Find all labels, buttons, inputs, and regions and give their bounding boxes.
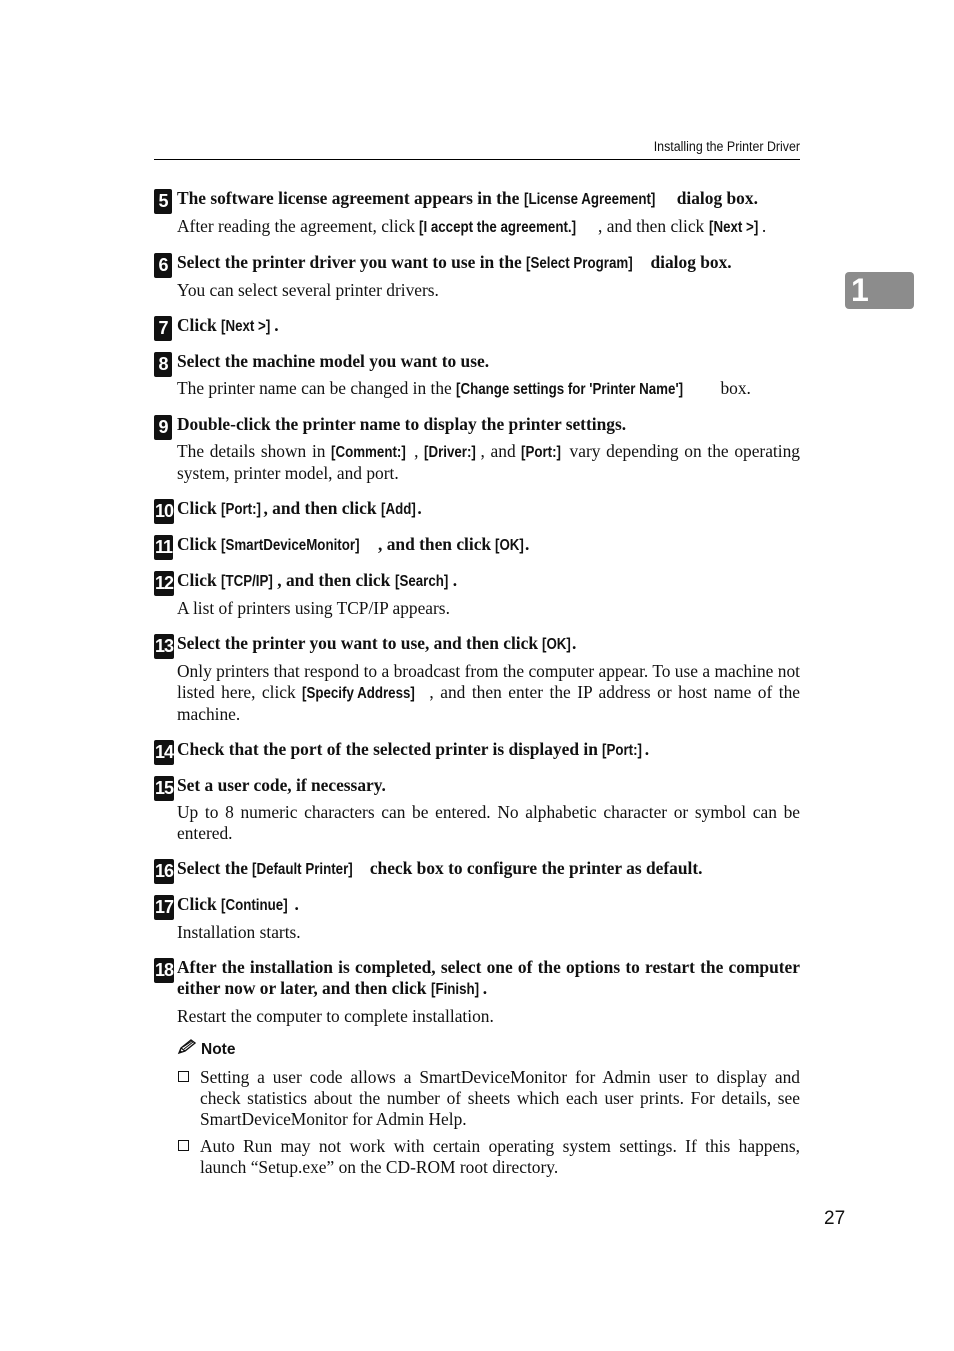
step-number: 14	[154, 740, 174, 765]
ui-label: [Search]	[394, 573, 449, 590]
step-title	[177, 188, 800, 210]
desc-text: The details shown in	[177, 441, 332, 461]
step-description	[177, 441, 800, 484]
step-title	[177, 570, 800, 592]
page-number: 27	[824, 1208, 846, 1229]
step-17	[154, 894, 800, 943]
step-number: 9	[154, 415, 172, 440]
ui-label: [OK]	[495, 537, 525, 554]
step-title	[177, 858, 800, 880]
title-text: Select the	[177, 858, 253, 878]
title-text: Select the printer driver you want to use in the	[177, 252, 527, 272]
desc-text: After reading the agreement, click	[177, 216, 420, 236]
ui-label: [Port:]	[602, 742, 643, 759]
step-number: 11	[154, 535, 173, 560]
desc-text: Only printers that respond to a broadcast from the computer appear. To use a machine not listed here, click	[177, 661, 800, 702]
step-description	[177, 216, 800, 238]
title-text: .	[274, 315, 279, 335]
ui-label: [Default Printer]	[252, 861, 354, 878]
step-13	[154, 633, 800, 725]
header-title: Installing the Printer Driver	[653, 139, 800, 154]
step-description	[177, 378, 800, 400]
running-header	[154, 139, 800, 160]
step-description: Up to 8 numeric characters can be entered. No alphabetic character or symbol can be entered.	[177, 802, 800, 843]
step-title	[177, 252, 800, 274]
note-heading	[177, 1039, 800, 1061]
title-text: dialog box.	[672, 188, 758, 208]
step-title	[177, 534, 800, 556]
step-description	[177, 661, 800, 725]
ui-label: [SmartDeviceMonitor]	[220, 537, 360, 554]
step-title	[177, 633, 800, 655]
title-text: , and then click	[378, 534, 496, 554]
step-number: 8	[154, 352, 172, 377]
ui-label: [Add]	[380, 501, 416, 518]
ui-label: [TCP/IP]	[220, 573, 273, 590]
step-7	[154, 315, 800, 337]
title-text: check box to configure the printer as default.	[365, 858, 703, 878]
step-title: Double-click the printer name to display the printer settings.	[177, 414, 627, 434]
ui-label: [Select Program]	[526, 255, 633, 272]
title-text: .	[294, 894, 299, 914]
title-text: The software license agreement appears in the	[177, 188, 524, 208]
ui-label: [Comment:]	[331, 444, 406, 461]
ui-label: [Port:]	[521, 444, 562, 461]
step-6	[154, 252, 800, 301]
step-description: Restart the computer to complete installation.	[177, 1006, 494, 1026]
ui-label: [Next >]	[220, 318, 271, 335]
title-text: Click	[177, 570, 221, 590]
step-description: A list of printers using TCP/IP appears.	[177, 598, 450, 618]
title-text: Click	[177, 894, 221, 914]
step-title	[177, 894, 800, 916]
step-title	[177, 957, 800, 1000]
title-text: , and then click	[263, 498, 381, 518]
title-text: Click	[177, 315, 221, 335]
ui-label: [I accept the agreement.]	[419, 219, 577, 236]
desc-text: The printer name can be changed in the	[177, 378, 457, 398]
step-number: 16	[154, 859, 174, 884]
step-12	[154, 570, 800, 619]
step-number: 15	[154, 776, 174, 801]
note-label: Note	[201, 1041, 236, 1058]
step-number: 5	[154, 189, 172, 214]
desc-text: .	[761, 216, 767, 236]
title-text: Select the printer you want to use, and then click	[177, 633, 543, 653]
desc-text: ,	[414, 441, 425, 461]
step-11	[154, 534, 800, 556]
step-14	[154, 739, 800, 761]
title-text: Check that the port of the selected printer is displayed in	[177, 739, 603, 759]
step-18	[154, 957, 800, 1027]
desc-text: vary depending on the operating system, printer model, and port.	[177, 441, 800, 483]
step-8	[154, 351, 800, 400]
desc-text: , and	[480, 441, 522, 461]
step-number: 17	[154, 895, 174, 920]
desc-text: , and then click	[598, 216, 709, 236]
title-text: .	[571, 633, 577, 653]
step-title: Select the machine model you want to use.	[177, 351, 490, 371]
title-text: .	[417, 498, 422, 518]
pencil-icon	[177, 1039, 197, 1061]
title-text: .	[482, 978, 488, 998]
ui-label: [Next >]	[708, 219, 758, 236]
ui-label: [OK]	[542, 636, 572, 653]
checkbox-bullet-icon	[178, 1071, 189, 1082]
title-text: .	[525, 534, 530, 554]
ui-label: [Change settings for 'Printer Name']	[456, 381, 684, 398]
ui-label: [Continue]	[220, 897, 288, 914]
title-text: Click	[177, 498, 221, 518]
step-9	[154, 414, 800, 484]
step-description: You can select several printer drivers.	[177, 280, 439, 300]
step-number: 10	[154, 499, 174, 524]
note-item	[177, 1136, 800, 1178]
steps-list	[154, 188, 800, 1178]
note-item	[177, 1067, 800, 1130]
title-text: dialog box.	[646, 252, 732, 272]
step-title: Set a user code, if necessary.	[177, 775, 386, 795]
title-text: .	[644, 739, 650, 759]
step-number: 6	[154, 253, 172, 278]
desc-text: box.	[716, 378, 751, 398]
title-text: , and then click	[277, 570, 395, 590]
ui-label: [Specify Address]	[302, 685, 416, 702]
chapter-tab: 1	[845, 272, 914, 309]
ui-label: [Port:]	[220, 501, 261, 518]
title-text: .	[452, 570, 458, 590]
step-title	[177, 739, 800, 761]
checkbox-bullet-icon	[178, 1140, 189, 1151]
note-text: Setting a user code allows a SmartDeviceMonitor for Admin user to display and check statistics about the number of sheets which each user prints. For details, see SmartDeviceMonitor for Admin Help.	[200, 1067, 800, 1129]
step-number: 18	[154, 958, 174, 983]
step-number: 13	[154, 634, 174, 659]
ui-label: [Finish]	[430, 981, 479, 998]
note-text: Auto Run may not work with certain operating system settings. If this happens, launch “Setup.exe” on the CD-ROM root directory.	[200, 1136, 800, 1177]
ui-label: [License Agreement]	[523, 191, 656, 208]
step-title	[177, 315, 800, 337]
step-16	[154, 858, 800, 880]
step-number: 7	[154, 316, 172, 341]
step-number: 12	[154, 571, 174, 596]
ui-label: [Driver:]	[424, 444, 477, 461]
title-text: After the installation is completed, select one of the options to restart the computer either now or later, and then click	[177, 957, 800, 998]
title-text: Click	[177, 534, 221, 554]
desc-text: , and then enter the IP address or host name of the machine.	[177, 682, 800, 724]
step-10	[154, 498, 800, 520]
note-section	[177, 1039, 800, 1178]
step-title	[177, 498, 800, 520]
step-5	[154, 188, 800, 238]
step-description: Installation starts.	[177, 922, 301, 942]
step-15	[154, 775, 800, 844]
